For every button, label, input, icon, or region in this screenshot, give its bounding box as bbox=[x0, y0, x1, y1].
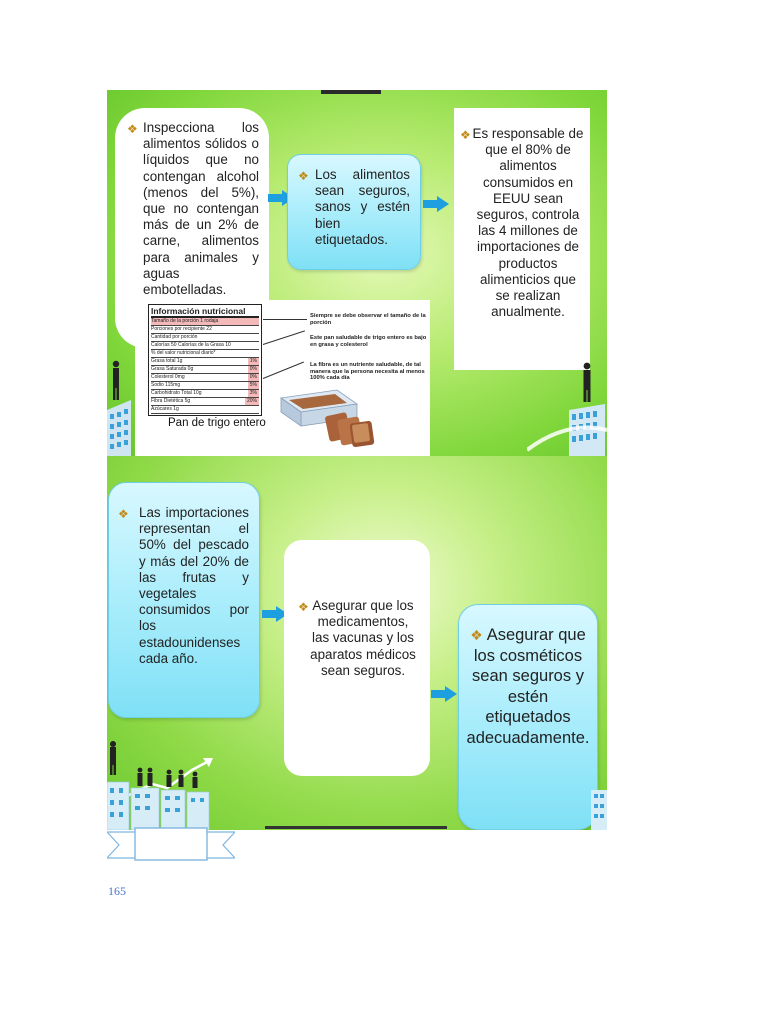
leader-line bbox=[263, 330, 305, 345]
bottom-box-cosmeticos bbox=[458, 604, 598, 830]
nutrition-facts-table bbox=[148, 304, 262, 416]
bullet-diamond-icon: ❖ bbox=[470, 627, 487, 643]
nutrition-row bbox=[151, 390, 259, 398]
nutrition-row bbox=[151, 366, 259, 374]
nutrition-row bbox=[151, 358, 259, 366]
nutrition-row-label: Grasa total 1g bbox=[151, 358, 183, 364]
page-number: 165 bbox=[108, 884, 126, 898]
nutrition-row bbox=[151, 406, 259, 414]
nutrition-row-value: 1% bbox=[249, 358, 257, 364]
bottom-box-importaciones bbox=[108, 482, 260, 718]
nutrition-row-label: Tamaño de la porción 1 rodaja bbox=[151, 318, 219, 324]
leader-line bbox=[263, 362, 304, 379]
nutrition-row-label: Colesterol 0mg bbox=[151, 374, 185, 380]
bottom-box-medicamentos bbox=[284, 540, 430, 776]
bullet-diamond-icon: ❖ bbox=[298, 169, 309, 183]
box-text: Es responsable de que el 80% de alimentos consumidos en EEUU sean seguros, controla las 4 millones de importaciones de productos alimenticios que se realizan anualmente. bbox=[472, 126, 584, 320]
nutrition-row-label: Carbohidrato Total 10g bbox=[151, 390, 202, 396]
nutrition-row-label: Fibra Dietética 5g bbox=[151, 398, 191, 404]
box-text: Asegurar que los medicamentos, las vacunas y los aparatos médicos sean seguros. bbox=[310, 598, 416, 678]
nutrition-row-label: % del valor nutricional diario* bbox=[151, 350, 216, 356]
nutrition-row bbox=[151, 342, 259, 350]
building-illustration bbox=[589, 786, 607, 830]
bottom-divider bbox=[265, 826, 447, 829]
decorative-swoosh bbox=[527, 420, 607, 456]
nutrition-row-label: Calorías 50 Calorías de la Grasa 10 bbox=[151, 342, 231, 348]
nutrition-row-value: 0% bbox=[249, 374, 257, 380]
bullet-diamond-icon: ❖ bbox=[298, 600, 309, 614]
box-text: Las importaciones representan el 50% del pescado y más del 20% de las frutas y vegetales consumidos por los estadounidenses cada año. bbox=[139, 505, 249, 666]
arrow-right-icon bbox=[423, 196, 449, 212]
nutrition-row-value: 0% bbox=[249, 366, 257, 372]
nutrition-row-value: 20% bbox=[246, 398, 257, 404]
bullet-diamond-icon: ❖ bbox=[460, 128, 471, 142]
nutrition-row-label: Azúcares 1g bbox=[151, 406, 179, 412]
nutrition-note-bajo-grasa: Este pan saludable de trigo entero es bajo en grasa y colesterol bbox=[310, 335, 427, 348]
nutrition-row-label: Grasa Saturada 0g bbox=[151, 366, 194, 372]
top-box-alimentos-seguros bbox=[287, 154, 421, 270]
nutrition-title: Información nutricional bbox=[151, 306, 259, 318]
nutrition-row bbox=[151, 318, 259, 326]
nutrition-row bbox=[151, 326, 259, 334]
box-text: Los alimentos sean seguros, sanos y estén bien etiquetados. bbox=[315, 167, 410, 247]
box-text: Inspecciona los alimentos sólidos o líquidos que no contengan alcohol (menos del 5%), que no contengan más de un 2% de carne, alimentos para animales y aguas embotelladas. bbox=[143, 120, 259, 298]
nutrition-row-value: 3% bbox=[249, 390, 257, 396]
leader-line bbox=[263, 319, 307, 320]
top-box-responsable bbox=[454, 108, 590, 370]
bottom-panel bbox=[107, 456, 607, 830]
ribbon-banner bbox=[107, 826, 235, 864]
bullet-diamond-icon: ❖ bbox=[127, 122, 138, 136]
nutrition-row bbox=[151, 382, 259, 390]
nutrition-note-porcion: Siempre se debe observar el tamaño de la porción bbox=[310, 313, 426, 326]
arrow-right-icon bbox=[431, 686, 457, 702]
nutrition-row bbox=[151, 334, 259, 342]
nutrition-row-value: 5% bbox=[249, 382, 257, 388]
nutrition-label-figure bbox=[135, 300, 430, 456]
nutrition-row bbox=[151, 350, 259, 358]
businessmen-growth-illustration bbox=[107, 736, 217, 830]
bread-caption: Pan de trigo entero bbox=[168, 417, 266, 429]
nutrition-row-label: Porciones por recipiente 22 bbox=[151, 326, 212, 332]
top-panel bbox=[107, 90, 607, 456]
bullet-diamond-icon: ❖ bbox=[118, 507, 129, 521]
bread-loaf-image bbox=[275, 388, 383, 448]
businessman-building-illustration bbox=[107, 358, 145, 456]
nutrition-row-label: Sodio 115mg bbox=[151, 382, 181, 388]
box-text-content: Asegurar que los cosméticos sean seguros y estén etiquetados adecuadamente. bbox=[466, 626, 590, 747]
nutrition-row-label: Cantidad por porción bbox=[151, 334, 198, 340]
nutrition-note-fibra: La fibra es un nutriente saludable, de tal manera que la persona necesita al menos 100% cada día bbox=[310, 362, 425, 382]
top-divider bbox=[321, 90, 381, 94]
box-text bbox=[465, 625, 591, 749]
nutrition-row bbox=[151, 398, 259, 406]
nutrition-row bbox=[151, 374, 259, 382]
